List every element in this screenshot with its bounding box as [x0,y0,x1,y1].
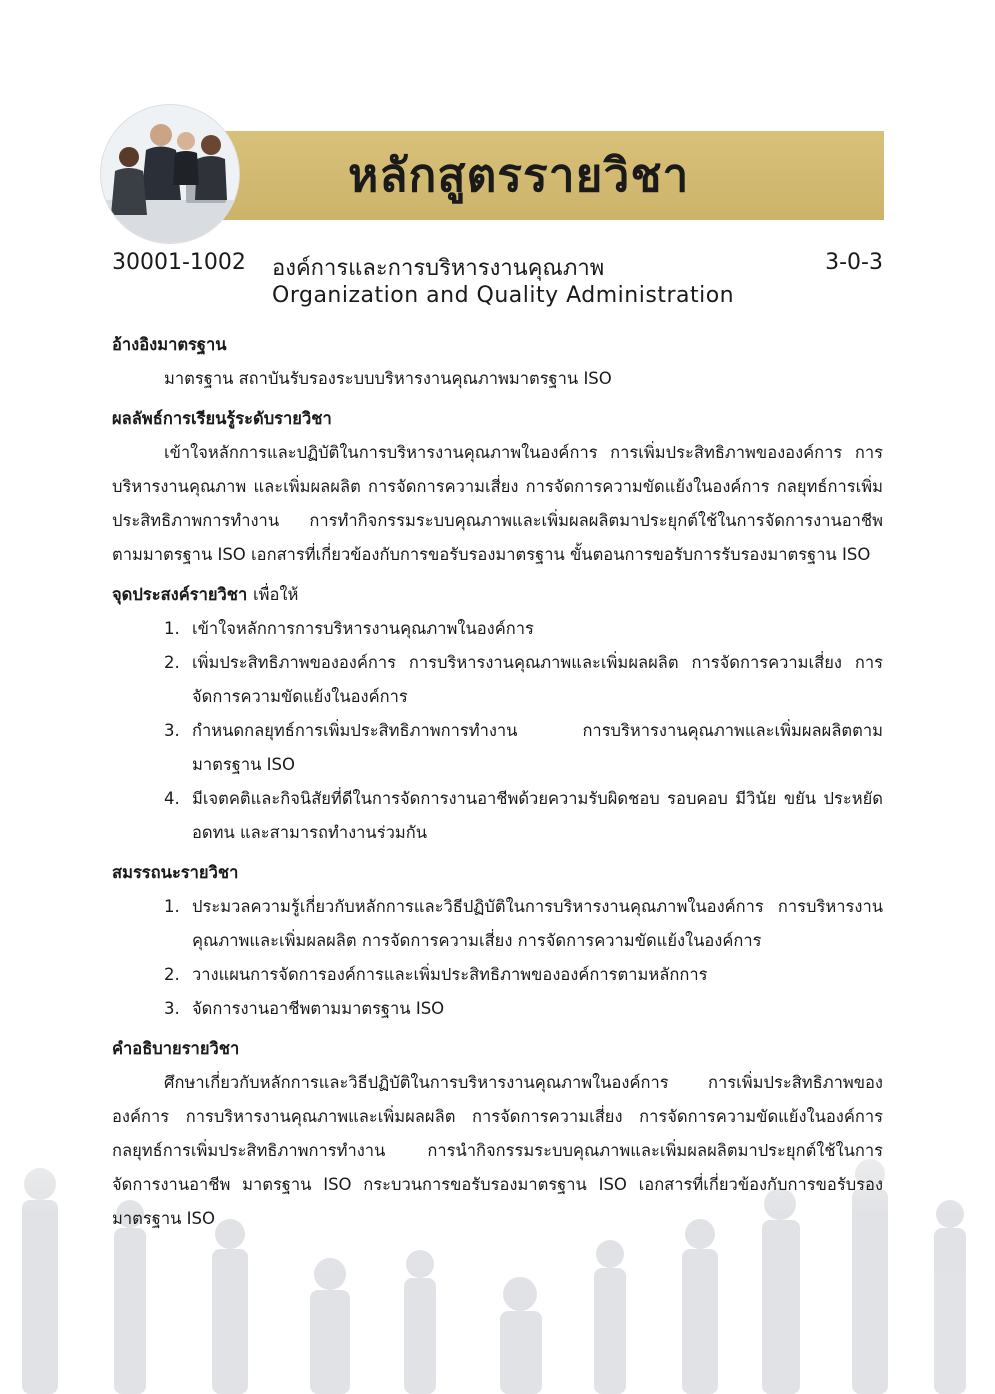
learning-outcome-heading: ผลลัพธ์การเรียนรู้ระดับรายวิชา [112,409,332,428]
course-name-english: Organization and Quality Administration [272,283,735,308]
list-item [112,890,883,958]
competencies-section [112,856,883,1026]
item-text: เข้าใจหลักการการบริหารงานคุณภาพในองค์การ [192,619,534,638]
standard-reference-text: มาตรฐาน สถาบันรับรองระบบบริหารงานคุณภาพมาตรฐาน ISO [164,369,612,388]
page-title: หลักสูตรรายวิชา [348,148,690,202]
learning-outcome-text: เข้าใจหลักการและปฏิบัติในการบริหารงานคุณภาพในองค์การ การเพิ่มประสิทธิภาพขององค์การ การบริหารงานคุณภาพ และเพิ่มผลผลิต การจัดการความเสี่ยง การจัดการความขัดแย้งในองค์การ กลยุทธ์การเพิ่มประสิทธิภาพการทำงาน การทำกิจกรรมระบบคุณภาพและเพิ่มผลผลิตมาประยุกต์ใช้ในการจัดการงานอาชีพ ตามมาตรฐาน ISO เอกสารที่เกี่ยวข้องกับการขอรับรองมาตรฐาน ขั้นตอนการขอรับการรับรองมาตรฐาน ISO [112,443,883,564]
competencies-heading: สมรรถนะรายวิชา [112,863,239,882]
description-section [112,1032,883,1236]
list-item [112,646,883,714]
objectives-section [112,578,883,850]
objectives-heading-suffix: เพื่อให้ [253,585,299,604]
item-text: มีเจตคติและกิจนิสัยที่ดีในการจัดการงานอาชีพด้วยความรับผิดชอบ รอบคอบ มีวินัย ขยัน ประหยัด อดทน และสามารถทำงานร่วมกัน [192,789,883,842]
item-number: 1. [164,619,180,638]
item-number: 2. [164,965,180,984]
competencies-list [112,890,883,1026]
course-name-thai: องค์การและการบริหารงานคุณภาพ [272,256,605,281]
standard-reference-heading: อ้างอิงมาตรฐาน [112,335,227,354]
standard-reference-section [112,328,883,396]
objectives-heading-label: จุดประสงค์รายวิชา [112,585,248,604]
list-item [112,992,883,1026]
objectives-heading [112,578,883,612]
description-text: ศึกษาเกี่ยวกับหลักการและวิธีปฏิบัติในการบริหารงานคุณภาพในองค์การ การเพิ่มประสิทธิภาพขององค์การ การบริหารงานคุณภาพและเพิ่มผลผลิต การจัดการความเสี่ยง การจัดการความขัดแย้งในองค์การ กลยุทธ์การเพิ่มประสิทธิภาพการทำงาน การนำกิจกรรมระบบคุณภาพและเพิ่มผลผลิตมาประยุกต์ใช้ในการจัดการงานอาชีพ มาตรฐาน ISO กระบวนการขอรับรองมาตรฐาน ISO เอกสารที่เกี่ยวข้องกับการขอรับรองมาตรฐาน ISO [112,1073,883,1228]
objectives-list [112,612,883,850]
item-text: จัดการงานอาชีพตามมาตรฐาน ISO [192,999,445,1018]
course-content [112,328,883,1242]
list-item [112,612,883,646]
item-number: 4. [164,789,180,808]
course-credits: 3-0-3 [825,250,883,275]
item-text: ประมวลความรู้เกี่ยวกับหลักการและวิธีปฏิบัติในการบริหารงานคุณภาพในองค์การ การบริหารงานคุณภาพและเพิ่มผลผลิต การจัดการความเสี่ยง การจัดการความขัดแย้งในองค์การ [192,897,883,950]
item-number: 3. [164,999,180,1018]
course-code: 30001-1002 [112,250,246,275]
item-text: วางแผนการจัดการองค์การและเพิ่มประสิทธิภาพขององค์การตามหลักการ [192,965,708,984]
item-number: 2. [164,653,180,672]
title-banner [220,131,884,220]
item-text: กำหนดกลยุทธ์การเพิ่มประสิทธิภาพการทำงาน การบริหารงานคุณภาพและเพิ่มผลผลิตตามมาตรฐาน ISO [192,721,883,774]
list-item [112,782,883,850]
business-team-photo [101,105,239,243]
item-number: 3. [164,721,180,740]
item-text: เพิ่มประสิทธิภาพขององค์การ การบริหารงานคุณภาพและเพิ่มผลผลิต การจัดการความเสี่ยง การจัดการความขัดแย้งในองค์การ [192,653,883,706]
list-item [112,714,883,782]
description-heading: คำอธิบายรายวิชา [112,1039,240,1058]
learning-outcome-section [112,402,883,572]
item-number: 1. [164,897,180,916]
list-item [112,958,883,992]
